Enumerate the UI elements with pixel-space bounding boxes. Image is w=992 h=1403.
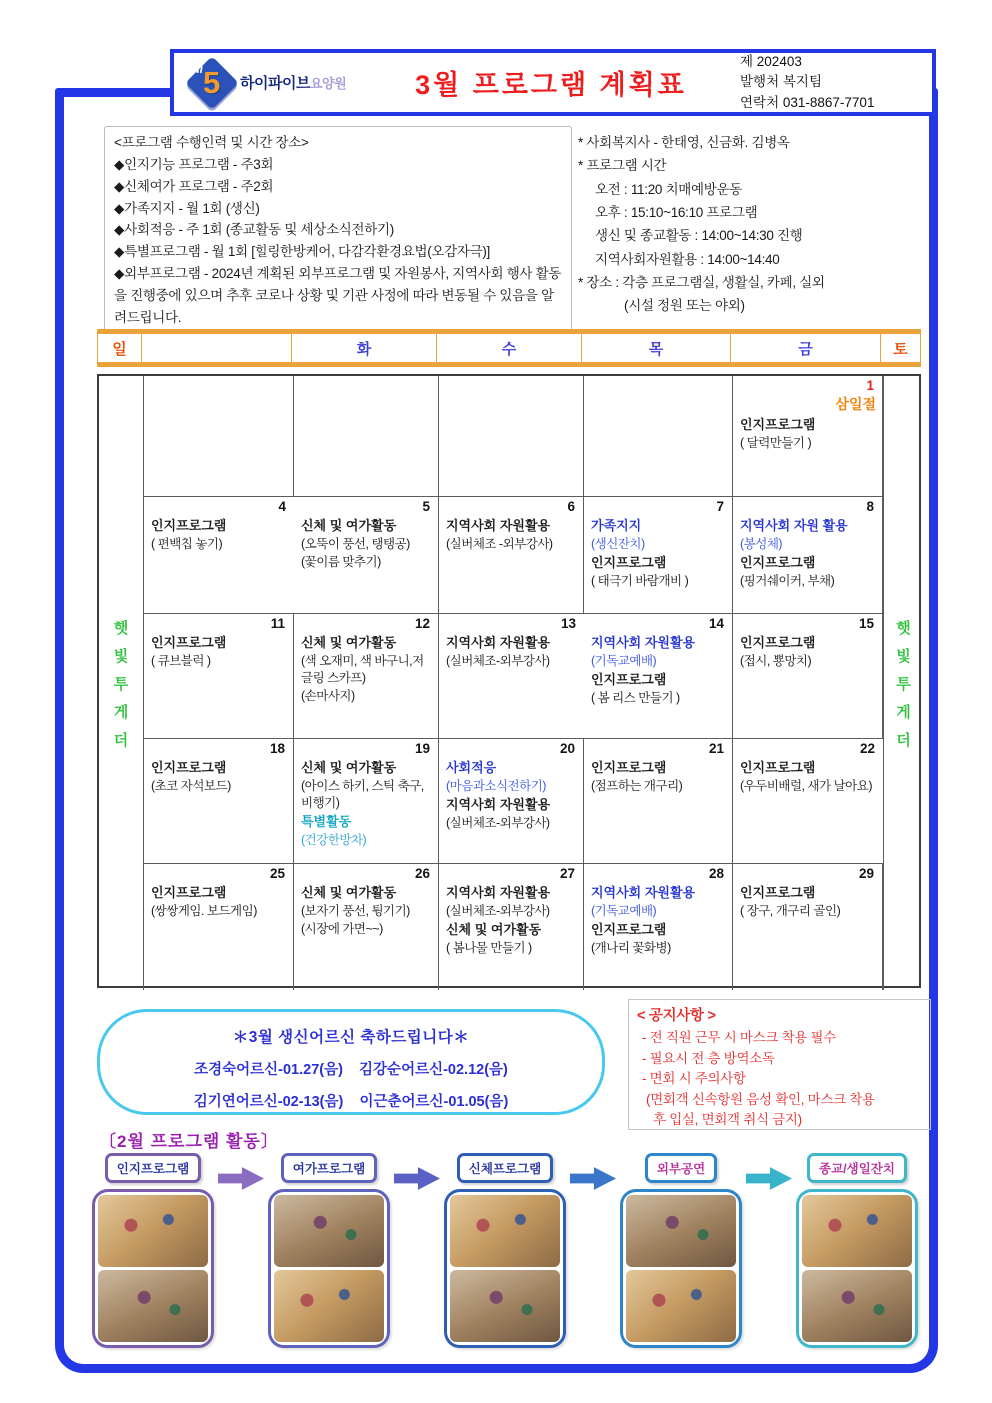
- schedule-info-item: (시설 정원 또는 야외): [624, 298, 745, 314]
- logo-diamond-icon: [184, 55, 240, 111]
- day-number: 28: [708, 866, 724, 881]
- day-number: 5: [422, 499, 430, 514]
- program-info-box: [104, 126, 572, 337]
- photo-card: [796, 1189, 918, 1348]
- calendar-entry: ( 봄 리스 만들기 ): [591, 691, 680, 705]
- day-number: [446, 378, 577, 394]
- calendar-entry: 신체 및 여가활동: [301, 884, 397, 900]
- calendar-day-cell: [733, 614, 883, 739]
- day-number: 8: [866, 499, 874, 514]
- right-arrow-icon: [394, 1165, 440, 1192]
- photo-group: [90, 1153, 216, 1348]
- notice-list: [637, 1028, 922, 1131]
- day-header: 화: [292, 334, 437, 362]
- schedule-info-item: * 장소 : 각층 프로그램실, 생활실, 카페, 실외: [578, 275, 825, 291]
- contact: 연락처 031-8867-7701: [740, 94, 875, 110]
- photo-group-label: 종교/생일잔치: [807, 1153, 907, 1183]
- calendar-entry: (초코 자석보드): [151, 778, 231, 793]
- calendar-entry: 가족지지: [591, 517, 642, 533]
- day-number: 27: [559, 866, 575, 881]
- activity-photo: [626, 1270, 736, 1342]
- activity-photo: [802, 1270, 912, 1342]
- calendar-day-cell: [144, 614, 294, 739]
- day-number: 20: [559, 741, 575, 756]
- right-arrow-icon: [218, 1165, 264, 1192]
- calendar-entry: 인지프로그램: [591, 759, 667, 775]
- photo-group-label: 여가프로그램: [281, 1153, 377, 1183]
- activity-photo: [802, 1195, 912, 1267]
- program-info-item: ◆특별프로그램 - 월 1회 [힐링한방케어, 다감각환경요법(오감자극)]: [114, 244, 491, 260]
- calendar-day-cell: [733, 864, 883, 990]
- calendar-day-cell: [584, 739, 733, 864]
- calendar-entry: ( 봄나물 만들기 ): [446, 941, 532, 955]
- side-banner-char: 햇: [896, 619, 911, 637]
- photo-card: [620, 1189, 742, 1348]
- calendar-day-cell: [294, 614, 439, 739]
- calendar-entry: 인지프로그램: [740, 555, 816, 571]
- calendar-day-cell: [144, 497, 294, 614]
- calendar-entry: 지역사회 자원활용: [446, 797, 551, 813]
- notice-item: (면회객 신속항원 음성 확인, 마스크 착용: [646, 1091, 875, 1107]
- side-banner-char: 더: [896, 731, 911, 749]
- calendar-entry: 사회적응: [446, 759, 497, 775]
- day-number: 25: [269, 866, 285, 881]
- day-header: [142, 334, 292, 362]
- logo-hi-text: Hi: [191, 61, 203, 76]
- calendar-entry: (보자기 풍선, 튕기기): [301, 903, 410, 918]
- side-banner-char: 게: [113, 703, 129, 721]
- schedule-info-item: * 프로그램 시간: [578, 158, 667, 174]
- photo-card: [444, 1189, 566, 1348]
- page-title: 3월 프로그램 계획표: [415, 70, 687, 100]
- calendar-entry: 지역사회 자원활용: [446, 517, 551, 533]
- schedule-info: [578, 131, 928, 318]
- facility-suffix: 요양원: [309, 76, 347, 91]
- calendar-entry: 인지프로그램: [740, 417, 816, 433]
- activity-photo: [98, 1195, 208, 1267]
- photo-card: [92, 1189, 214, 1348]
- calendar-entry: 신체 및 여가활동: [301, 759, 397, 775]
- schedule-info-item: 지역사회자원활용 : 14:00~14:40: [595, 251, 780, 267]
- notice-item: - 필요시 전 층 방역소독: [642, 1050, 775, 1066]
- photo-group: [794, 1153, 920, 1348]
- calendar-entry: ( 큐브블럭 ): [151, 653, 211, 668]
- calendar-day-cell: [439, 739, 584, 864]
- side-banner-char: 게: [896, 703, 911, 721]
- side-banner-right: [883, 376, 923, 990]
- day-header: 토: [881, 334, 921, 362]
- program-info-list: [114, 154, 562, 329]
- photo-group: [618, 1153, 744, 1348]
- side-banner-char: 투: [113, 675, 129, 693]
- day-number: 11: [270, 616, 285, 631]
- program-info-item: ◆가족지지 - 월 1회 (생신): [114, 200, 260, 216]
- activity-photo: [274, 1195, 384, 1267]
- calendar-entry: (쌍쌍게임. 보드게임): [151, 903, 257, 918]
- issue-number: 제 202403: [740, 54, 802, 70]
- photo-group-label: 인지프로그램: [105, 1153, 201, 1183]
- day-number: 29: [858, 866, 874, 881]
- notice-item: - 전 직원 근무 시 마스크 착용 필수: [642, 1030, 836, 1046]
- photo-group-label: 신체프로그램: [457, 1153, 553, 1183]
- calendar-entry: 인지프로그램: [151, 517, 227, 533]
- hifive-logo: [184, 55, 362, 111]
- calendar-entry: (손마사지): [301, 689, 355, 704]
- schedule-info-item: 오전 : 11:20 치매예방운동: [595, 181, 743, 197]
- calendar-day-cell: [439, 497, 584, 614]
- program-info-item: ◆신체여가 프로그램 - 주2회: [114, 178, 274, 194]
- day-number: 12: [414, 616, 430, 631]
- side-banner-left: [99, 376, 144, 990]
- calendar-entry: (개나리 꽃화병): [591, 941, 671, 955]
- schedule-info-item: 오후 : 15:10~16:10 프로그램: [595, 205, 758, 221]
- right-arrow-icon: [570, 1165, 616, 1192]
- calendar-entry: (우두비배럴, 새가 날아요): [740, 778, 872, 793]
- notice-item: 후 입실, 면회객 취식 금지): [653, 1112, 802, 1128]
- calendar-day-cell: [439, 614, 584, 739]
- calendar-entry: ( 편백칩 놓기): [151, 536, 223, 551]
- activity-photo: [98, 1270, 208, 1342]
- side-banner-char: 햇: [113, 619, 129, 637]
- calendar-entry: 지역사회 자원활용: [446, 884, 551, 900]
- calendar-entry: 신체 및 여가활동: [301, 517, 397, 533]
- calendar-entry: (기독교예배): [591, 903, 657, 918]
- day-number: 13: [560, 616, 576, 631]
- calendar-entry: 인지프로그램: [591, 555, 667, 571]
- calendar-day-cell: [144, 376, 294, 497]
- calendar-entry: (건강한방차): [301, 833, 367, 848]
- calendar-day-cell: [294, 497, 439, 614]
- calendar-entry: 인지프로그램: [151, 634, 227, 650]
- calendar-entry: 인지프로그램: [740, 634, 816, 650]
- calendar-day-cell: [294, 739, 439, 864]
- calendar-entry: (오뚝이 풍선, 탱탱공): [301, 536, 410, 551]
- day-header: 수: [437, 334, 582, 362]
- birthday-box: [97, 1009, 605, 1115]
- day-number: 7: [716, 499, 724, 514]
- photo-card: [268, 1189, 390, 1348]
- calendar-entry: (접시, 뿅망치): [740, 653, 812, 668]
- publisher: 발행처 복지팀: [740, 74, 822, 90]
- february-photo-strip: [90, 1153, 930, 1348]
- calendar-entry: (실버체조-외부강사): [446, 653, 550, 668]
- day-number: 4: [278, 499, 286, 514]
- calendar-entry: (실버체조 -외부강사): [446, 536, 553, 551]
- day-number: 26: [414, 866, 430, 881]
- calendar-day-cell: [733, 376, 883, 497]
- calendar-entry: 인지프로그램: [591, 922, 667, 938]
- day-number: 15: [858, 616, 874, 631]
- calendar-entry: (생신잔치): [591, 536, 645, 551]
- notice-title: < 공지사항 >: [637, 1008, 716, 1024]
- day-header: 일: [97, 334, 142, 362]
- activity-photo: [450, 1195, 560, 1267]
- calendar-day-cell: [733, 497, 883, 614]
- program-info-item: ◆사회적응 - 주 1회 (종교활동 및 세상소식전하기): [114, 222, 394, 238]
- day-header: 목: [582, 334, 731, 362]
- calendar-day-cell: [584, 497, 733, 614]
- calendar-entry: 신체 및 여가활동: [446, 922, 542, 938]
- side-banner-char: 더: [113, 731, 129, 749]
- calendar-entry: ( 장구, 개구리 골인): [740, 903, 841, 918]
- calendar-day-cell: [144, 739, 294, 864]
- day-number: 6: [567, 499, 575, 514]
- calendar-day-cell: [144, 864, 294, 990]
- side-banner-char: 빛: [113, 647, 129, 665]
- right-arrow-icon: [746, 1165, 792, 1192]
- birthday-title: ＊3월 생신어르신 축하드립니다＊: [232, 1029, 470, 1046]
- calendar-entry: 지역사회 자원활용: [591, 634, 696, 650]
- calendar-day-cell: [584, 376, 733, 497]
- photo-group: [442, 1153, 568, 1348]
- calendar-entry: (점프하는 개구리): [591, 778, 683, 793]
- calendar-entry: (실버체조-외부강사): [446, 903, 550, 918]
- facility-name: 하이파이브: [240, 75, 310, 92]
- calendar-entry: (핑거쉐이커, 부채): [740, 574, 835, 588]
- day-number: [591, 378, 726, 394]
- calendar-entry: (마음과소식전하기): [446, 778, 546, 793]
- calendar-day-cell: [733, 739, 883, 864]
- calendar-entry: 특별활동: [301, 814, 352, 830]
- schedule-info-item: * 사회복지사 - 한태영, 신금화. 김병옥: [578, 135, 790, 150]
- calendar-entry: 신체 및 여가활동: [301, 634, 397, 650]
- calendar-entry: 인지프로그램: [740, 759, 816, 775]
- calendar-entry: ( 태극기 바람개비 ): [591, 574, 689, 588]
- schedule-info-item: 생신 및 종교활동 : 14:00~14:30 진행: [595, 228, 803, 244]
- notice-item: - 면회 시 주의사항: [642, 1071, 746, 1087]
- day-number: 1: [866, 378, 874, 393]
- calendar-day-cell: [439, 376, 584, 497]
- activity-photo: [274, 1270, 384, 1342]
- day-number: 22: [859, 741, 875, 756]
- photo-group-label: 외부공연: [645, 1153, 717, 1183]
- activity-photo: [626, 1195, 736, 1267]
- program-info-item: ◆인지기능 프로그램 - 주3회: [114, 156, 274, 172]
- notice-box: [628, 999, 931, 1130]
- calendar-day-cell: [294, 864, 439, 990]
- day-number: 19: [414, 741, 430, 756]
- day-number: 18: [269, 741, 285, 756]
- calendar-entry: (꽃이름 맞추기): [301, 555, 381, 570]
- calendar-day-cell: [294, 376, 439, 497]
- calendar-entry: 인지프로그램: [151, 884, 227, 900]
- calendar-entry: (봉성체): [740, 536, 783, 551]
- side-banner-char: 빛: [896, 647, 911, 665]
- calendar-entry: 인지프로그램: [151, 759, 227, 775]
- calendar-entry: (시장에 가면~~): [301, 922, 383, 937]
- calendar-entry: (아이스 하키, 스틱 축구, 비행기): [301, 778, 424, 811]
- activity-photo: [450, 1270, 560, 1342]
- calendar-entry: 지역사회 자원활용: [446, 634, 551, 650]
- february-section-title: 〔2월 프로그램 활동〕: [99, 1132, 279, 1151]
- calendar-entry: ( 달력만들기 ): [740, 436, 812, 450]
- photo-group: [266, 1153, 392, 1348]
- header: [170, 49, 936, 116]
- program-info-item: ◆외부프로그램 - 2024년 계획된 외부프로그램 및 자원봉사, 지역사회 행사 활동을 진행중에 있으며 추후 코로나 상황 및 기관 사정에 따라 변동될 수 있음을 알려드립니다.: [114, 266, 562, 325]
- calendar-grid: [97, 374, 921, 988]
- calendar-entry: (색 오재미, 색 바구니,저글링 스카프): [301, 653, 424, 686]
- calendar-entry: 인지프로그램: [591, 672, 667, 688]
- day-number: 21: [708, 741, 724, 756]
- calendar-entry: 지역사회 자원 활용: [740, 517, 848, 533]
- birthday-row: 조경숙어르신-01.27(음) 김강순어르신-02.12(음): [194, 1062, 508, 1078]
- day-number: 14: [708, 616, 724, 631]
- day-header: 금: [731, 334, 881, 362]
- logo-five-text: 5: [203, 64, 221, 100]
- calendar-day-cell: [439, 864, 584, 990]
- calendar-entry: (실버체조-외부강사): [446, 816, 550, 830]
- calendar-day-cell: [584, 864, 733, 990]
- calendar-day-cell: [584, 614, 733, 739]
- day-number: [151, 378, 287, 394]
- birthday-row: 김기연어르신-02-13(음) 이근춘어르신-01.05(음): [193, 1094, 509, 1110]
- header-meta: [740, 52, 928, 113]
- program-info-title: <프로그램 수행인력 및 시간 장소>: [114, 135, 309, 150]
- calendar-entry: 지역사회 자원활용: [591, 884, 696, 900]
- calendar-entry: (기독교예배): [591, 653, 657, 668]
- side-banner-char: 투: [896, 675, 911, 693]
- day-number: [301, 378, 432, 394]
- calendar-day-headers: [97, 329, 921, 367]
- holiday-label: 삼일절: [835, 395, 876, 412]
- calendar-entry: 인지프로그램: [740, 884, 816, 900]
